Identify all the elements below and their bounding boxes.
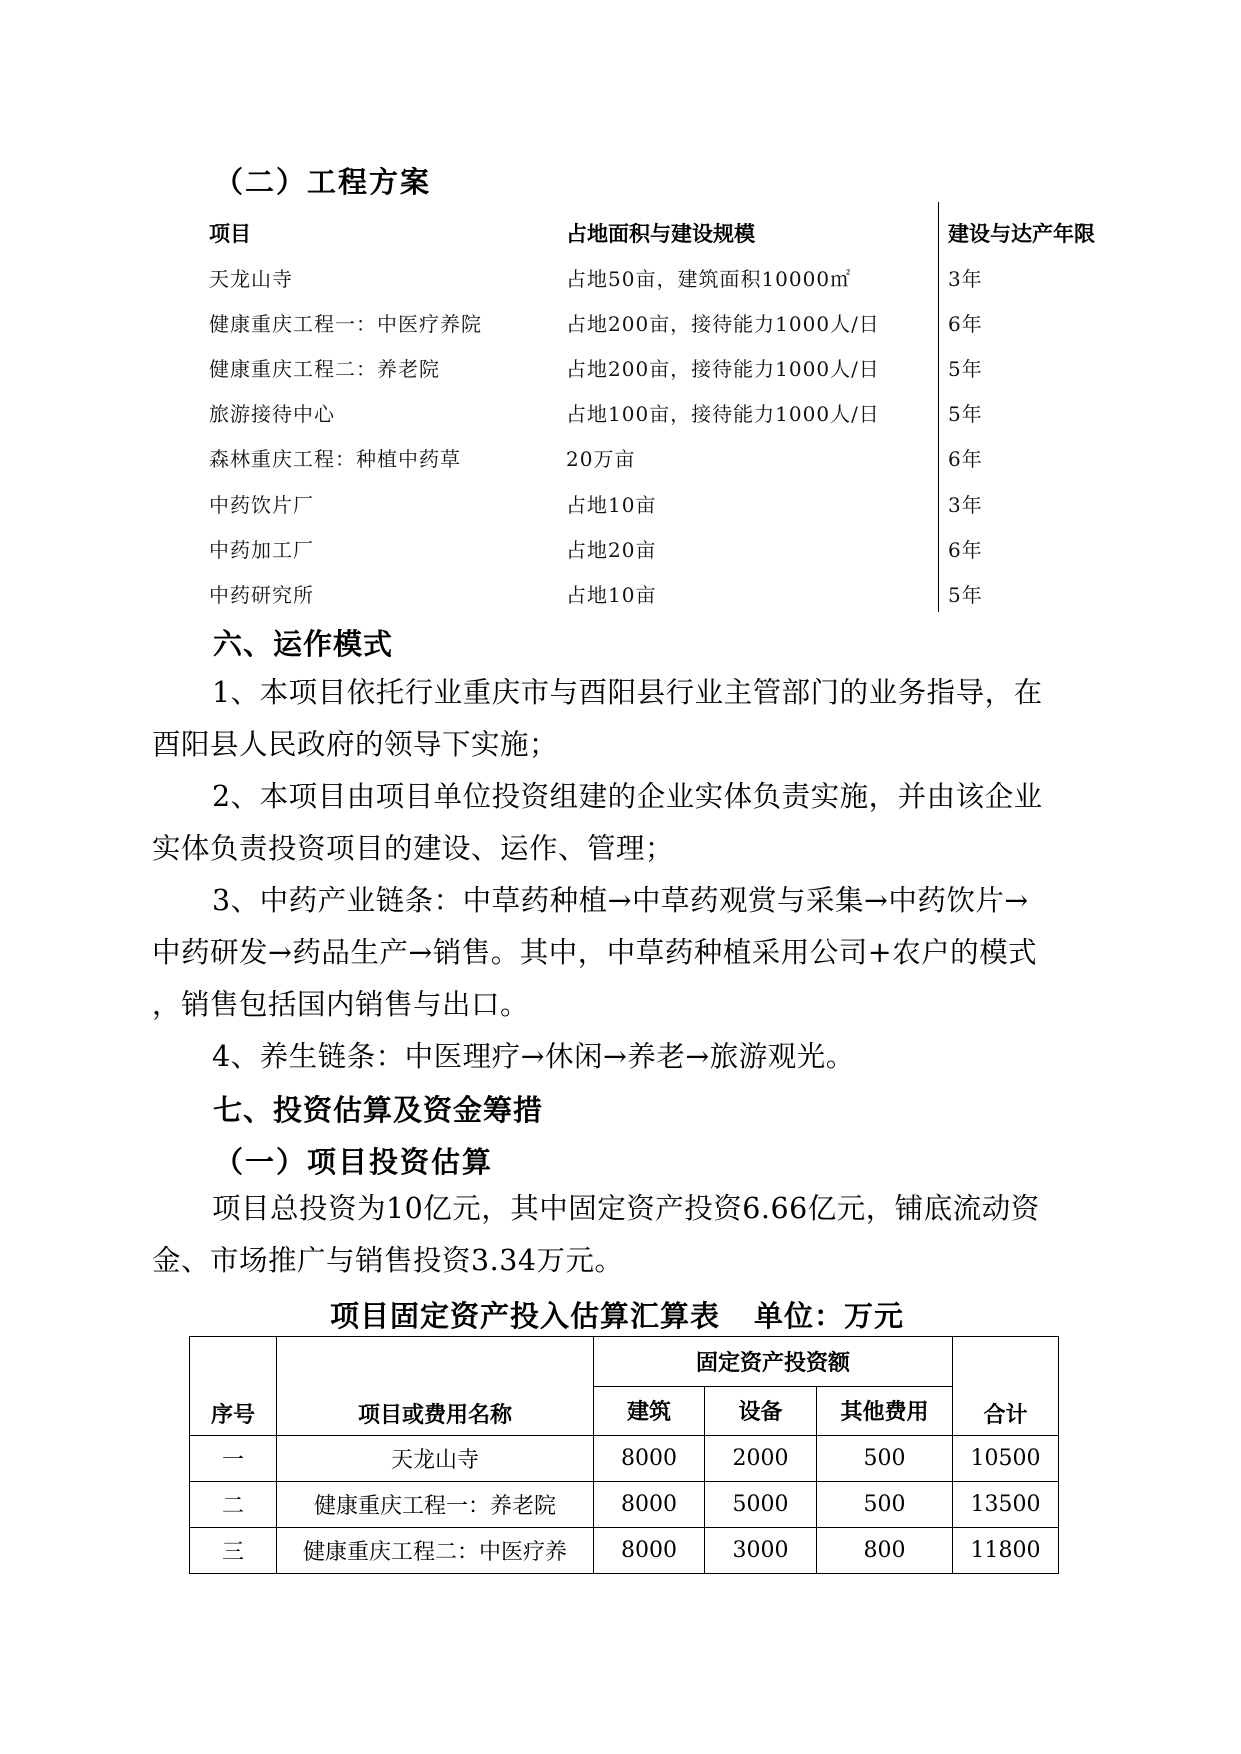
project-name: 中药饮片厂: [209, 493, 314, 517]
header-equip: 设备: [705, 1386, 817, 1436]
project-scale: 占地200亩，接待能力1000人/日: [566, 357, 880, 381]
investment-table: [189, 1336, 1059, 1574]
project-years: 3年: [948, 493, 983, 517]
project-scale: 占地10亩: [566, 493, 657, 517]
table-row: [190, 1528, 1059, 1574]
project-name: 健康重庆工程二：养老院: [209, 357, 440, 381]
cell-build: 8000: [594, 1482, 705, 1528]
cell-seq: 二: [190, 1482, 277, 1528]
paragraph: 中药研发→药品生产→销售。其中，中草药种植采用公司+农户的模式: [152, 936, 1038, 969]
paragraph: 项目总投资为10亿元，其中固定资产投资6.66亿元，铺底流动资: [212, 1192, 1040, 1225]
project-years: 5年: [948, 357, 983, 381]
section7-heading: 七、投资估算及资金筹措: [213, 1093, 544, 1127]
cell-seq: 三: [190, 1528, 277, 1574]
section6-heading: 六、运作模式: [213, 627, 394, 661]
cell-other: 800: [817, 1528, 953, 1574]
project-name: 旅游接待中心: [209, 402, 335, 426]
paragraph: 实体负责投资项目的建设、运作、管理；: [152, 832, 675, 865]
cell-equip: 2000: [705, 1436, 817, 1482]
paragraph: 2、本项目由项目单位投资组建的企业实体负责实施，并由该企业: [212, 780, 1043, 813]
cell-total: 10500: [953, 1436, 1059, 1482]
section7-subheading: （一）项目投资估算: [214, 1145, 494, 1179]
project-scale: 占地50亩，建筑面积10000㎡: [566, 267, 852, 291]
project-years: 6年: [948, 312, 983, 336]
project-name: 天龙山寺: [209, 267, 293, 291]
project-years: 3年: [948, 267, 983, 291]
col-header-years: 建设与达产年限: [948, 222, 1095, 246]
paragraph: 金、市场推广与销售投资3.34万元。: [152, 1244, 624, 1277]
cell-name: 天龙山寺: [277, 1436, 594, 1482]
project-years: 6年: [948, 447, 983, 471]
paragraph: 酉阳县人民政府的领导下实施；: [152, 728, 559, 761]
header-fixed-asset-group: 固定资产投资额: [594, 1337, 953, 1387]
project-name: 中药研究所: [209, 583, 314, 607]
project-name: 健康重庆工程一：中医疗养院: [209, 312, 482, 336]
table-title: [330, 1294, 904, 1335]
project-scale: 占地200亩，接待能力1000人/日: [566, 312, 880, 336]
cell-equip: 3000: [705, 1528, 817, 1574]
table-unit: 单位：万元: [754, 1299, 905, 1333]
table-row: [190, 1436, 1059, 1482]
paragraph: 1、本项目依托行业重庆市与酉阳县行业主管部门的业务指导，在: [212, 676, 1043, 709]
header-seq: 序号: [190, 1337, 277, 1436]
cell-name: 健康重庆工程二：中医疗养: [277, 1528, 594, 1574]
project-scale: 占地100亩，接待能力1000人/日: [566, 402, 880, 426]
project-scale: 20万亩: [566, 447, 636, 471]
cell-seq: 一: [190, 1436, 277, 1482]
table-row: [190, 1482, 1059, 1528]
column-divider: [938, 202, 939, 612]
cell-total: 11800: [953, 1528, 1059, 1574]
paragraph: 4、养生链条：中医理疗→休闲→养老→旅游观光。: [212, 1040, 855, 1073]
cell-other: 500: [817, 1482, 953, 1528]
paragraph: ，销售包括国内销售与出口。: [152, 988, 530, 1021]
project-name: 中药加工厂: [209, 538, 314, 562]
cell-other: 500: [817, 1436, 953, 1482]
cell-name: 健康重庆工程一：养老院: [277, 1482, 594, 1528]
col-header-scale: 占地面积与建设规模: [566, 222, 755, 246]
project-years: 5年: [948, 402, 983, 426]
header-total: 合计: [953, 1337, 1059, 1436]
table-title-text: 项目固定资产投入估算汇算表: [330, 1299, 721, 1333]
engineering-heading: （二）工程方案: [214, 165, 432, 199]
project-years: 6年: [948, 538, 983, 562]
col-header-project: 项目: [209, 222, 251, 246]
cell-build: 8000: [594, 1436, 705, 1482]
header-build: 建筑: [594, 1386, 705, 1436]
cell-total: 13500: [953, 1482, 1059, 1528]
header-name: 项目或费用名称: [277, 1337, 594, 1436]
paragraph: 3、中药产业链条：中草药种植→中草药观赏与采集→中药饮片→: [212, 884, 1029, 917]
header-other: 其他费用: [817, 1386, 953, 1436]
project-years: 5年: [948, 583, 983, 607]
cell-build: 8000: [594, 1528, 705, 1574]
project-scale: 占地10亩: [566, 583, 657, 607]
cell-equip: 5000: [705, 1482, 817, 1528]
project-name: 森林重庆工程：种植中药草: [209, 447, 461, 471]
project-scale: 占地20亩: [566, 538, 657, 562]
